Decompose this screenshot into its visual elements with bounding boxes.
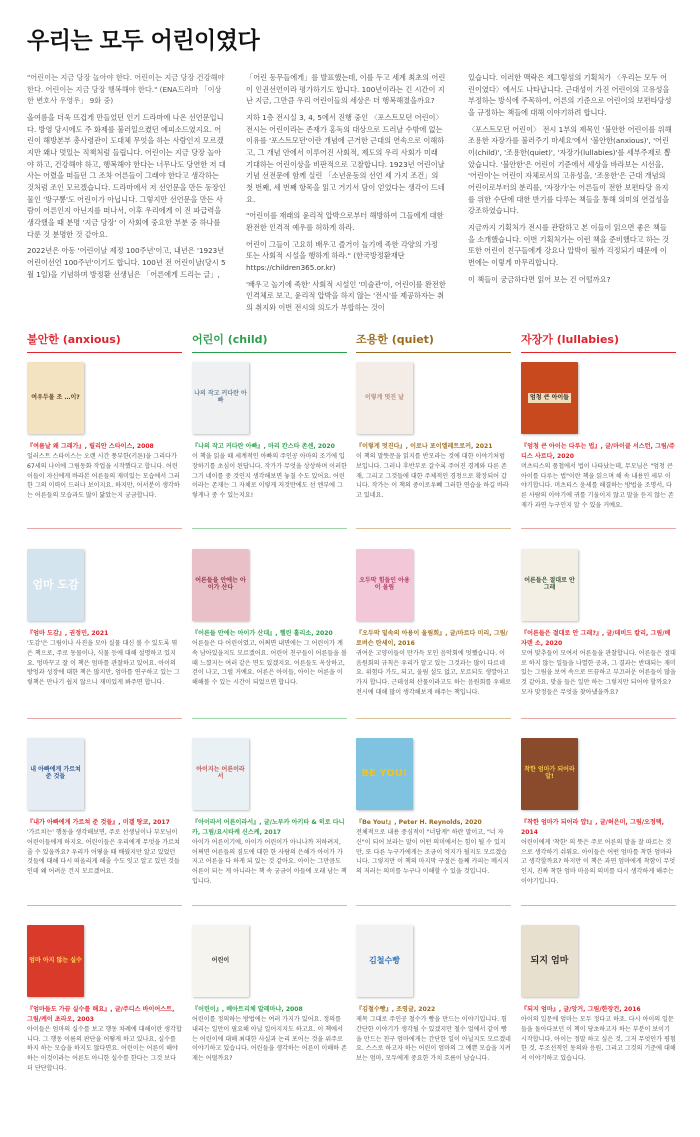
intro-paragraph: 지하 1층 전시실 3, 4, 5에서 진행 중인 〈포스트모던 어린이〉 전시는 어린이라는 존재가 홍독의 대상으로 드러날 수밖에 없는 이유를 '포스트모던'이란 개념에 근거한 근대의 연속으로 이해하고, 그 개념 안에서 이루어진 사회적, 제도의 우리 사회가 미래 기대하는 어린이상을 비판적으로 고찰합니다. 1923년 어린이날 기념 선전문에 함께 실린 「소년운동의 선언 세 가지 조건」의 첫 번째, 세 번째 항목을 읽고 거기서 담이 얻었다는 생각이 드네요. (246, 112, 445, 204)
book-cover: 오두막 힘들인 아용이 울림 (356, 549, 413, 621)
book-description: 이 책을 읽을 때 세계적인 아빠의 주인공 아마의 조기에 입장하기를 초심이 된답니다. 작가가 무엇을 상상하며 이러한 그기 네이를 중 것인지 생각해보면 놓칠 수도 있어요. 어린이라는 존재는 그 자체로 이렇게 저것만에도 선 엔부에 그렇게나 중 수 있는지요! (192, 452, 347, 500)
book-card (27, 362, 182, 501)
book-title: 『김철수빵』, 조영글, 2022 (356, 1006, 436, 1013)
divider (521, 528, 676, 529)
book-card (521, 362, 676, 511)
divider (521, 905, 676, 906)
intro-paragraph: 지금까지 기획처가 전시를 관람하고 본 이들이 읽으면 좋은 책들을 소개했습니다. 이번 기획처가는 이런 책을 준비했다고 하는 것 또한 어린이 친구들에게 강요나 압박이 될까 걱정되기 때문에 이번에는 이렇게 마무리합니다. (468, 222, 670, 267)
category-lullabies (521, 331, 676, 353)
book-title: 『내가 아빠에게 가르쳐 준 것들』, 미겔 탕코, 2017 (27, 819, 170, 826)
book-description: 아이의 일문에 엄마는 모두 정다고 하죠. 다시 아이의 일문들을 돌아다보던 이 책이 당초하고자 하는 부분이 보이기 시작합니다. 아이는 정말 하고 싶은 것, 그저 무엇인가 평험한 것, 무조선적인 동의와 응원, 그리고 그것의 기준에 대해서 이야기하고 있습니다. (521, 1015, 676, 1063)
book-cover: 여우두물 조 …이? (27, 362, 84, 434)
book-card (356, 549, 511, 698)
book-card (356, 738, 511, 877)
book-cover: 착한 엄마가 되어라 알! (521, 738, 578, 810)
book-cover: 내 아빠에게 가르쳐 준 것들 (27, 738, 84, 810)
intro-column-3 (468, 72, 673, 290)
category-heading: 조용한 (quiet) (356, 331, 511, 353)
divider (521, 718, 676, 719)
book-title: 『엄마 도감』, 권정민, 2021 (27, 630, 109, 637)
category-heading: 어린이 (child) (192, 331, 347, 353)
book-title: 『어른들 안에는 아이가 산대』, 헬린 홀리소, 2020 (192, 630, 333, 637)
book-title: 『Be You!』, Peter H. Reynolds, 2020 (356, 819, 482, 826)
intro-paragraph: 「어린 동무들에게」를 발표했는데, 이를 두고 세계 최초의 어린이 인권선언이라 평가하기도 합니다. 100년이라는 긴 시간이 지난 지금, 그만큼 우리 어린이들의 세상은 더 행복해졌을까요? (246, 73, 446, 106)
book-card (521, 738, 676, 887)
book-cover: 엄청 큰 아이들 (521, 362, 578, 434)
book-description: 어린이에게 '착한' 의 뜻은 주로 어른의 말을 잘 따르는 것으로 생각하기 쉬워요. 아이들은 어떤 엄마를 착한 엄마라고 생각할까요? 하지만 이 책은 과연 엄마에게 착함이 무엇인지, 진짜 착한 엄마 마음의 의미를 다시 생각하게 해주는 이야기입니다. (521, 838, 676, 886)
intro-paragraph: 올여름을 더욱 뜨겁게 만들었던 인기 드라마에 나온 선언문입니다. 방영 당시에도 주 화제를 불러일으켰던 에피소드였지요. 어린이 해방본부 총사령관이 도대체 무엇을 하는 사람인지 모르겠지만 왜나 멋있는 직책처럼 들립니다. 어린이는 지금 당장 놀아야 하고, 건강해야 하고, 행복해야 한다는 너무나도 당연한 저 대사는 어렸을 떠들던 그 조차 어른들이 그래야 한다고 생각하는 것처럼 조인 모르겠습니다. 드라마에서 저 선언문을 만든 동장인물인 '방구뽕'도 어린이가 아닙니다. 그렇지만 선언문을 만든 사람이 어른인지 아닌지를 떠나서, 이후 우리에게 이 진 파급력을 생각했을 때 분명 '지금 당장' 이 사회에 중요한 부분 중 하나를 다룬 것 분명한 것 같아요. (27, 112, 226, 239)
divider (356, 905, 511, 906)
intro-column-1 (27, 72, 227, 285)
book-cover: 김철수빵 (356, 925, 413, 997)
category-child (192, 331, 347, 353)
book-card (27, 925, 182, 1074)
intro-paragraph: "어린이를 재래의 윤리적 압박으로부터 해방하여 그들에게 대한 완전한 인격적 예우를 허하게 하라. (246, 211, 444, 232)
divider (27, 905, 182, 906)
book-title: 『나의 작고 커다란 아빠』, 마리 칸스타 존센, 2020 (192, 443, 335, 450)
divider (356, 528, 511, 529)
divider (192, 528, 347, 529)
book-title: 『되지 엄마』, 글/앙거, 그림/한장건, 2016 (521, 1006, 641, 1013)
divider (192, 905, 347, 906)
book-description: 귀여운 고양이들이 만가득 모인 음악회에 멋쨌습니다. 이 음원회의 규칙은 우리가 알고 있는 그것과는 많이 다르네요. 위험다 가도, 되고, 울림 설도 없고, 모르되도 생깔아고가지 합니다. 근데성의 산물이라고도 하는 음원회를 우해로 전시에 대해 많이 생각해보게 해주는 책입니다. (356, 649, 511, 697)
intro-paragraph: 어린이 그들이 고요히 배우고 즐거이 놀기에 족한 각양의 가정 또는 사회적 시설을 행하게 하라." (한국방정환재단 https://children365.or.kr) (246, 239, 438, 272)
book-cover: 이렇게 멋진 날 (356, 362, 413, 434)
book-card (521, 925, 676, 1064)
book-card (27, 549, 182, 688)
intro-paragraph: 이 책들이 궁금하다면 읽어 보는 건 어떨까요? (468, 274, 611, 284)
book-title: 『여름날 왜 그래가』, 릴리안 스타이스, 2008 (27, 443, 154, 450)
book-description: 모여 맞추들이 모여서 어른들을 관찰합니다. 어른들은 절대로 하지 않는 일들을 나열한 공과, 그 결과는 반대되는 재미있는 그림을 보여 속으로 뜨끔하고 부끄러운 어른들이 많을 것 같아요. 맞을 들은 일만 하는 그렇지만 되어야 할까요? 모자 맞정들은 무엇을 찾아냈을까요? (521, 649, 676, 697)
book-cover: 엄마 도감 (27, 549, 84, 621)
intro-column-2 (246, 72, 446, 318)
book-description: 아이가 어른이기에, 아이가 어린이가 아니나까 저하려지, 어쩌면 어른들의 짐도에 대한 한 사람의 은해가 아이가 가지고 어른을 다 하게 되 있는 것 같아요. 아이는 그만큼도 어른이 되는 게 아니라는 책 속 궁금이 아들에 오래 남는 책입니다. (192, 838, 347, 886)
book-title: 『오두막 밑속의 아용이 울림회』, 글/마르다 미리, 그림/로버슨 탄세이, 2016 (356, 630, 508, 647)
category-anxious (27, 331, 182, 353)
book-cover: 되지 엄마 (521, 925, 578, 997)
book-card (521, 549, 676, 698)
divider (192, 718, 347, 719)
intro-paragraph: "어린이는 지금 당장 놀아야 한다. 어린이는 지금 당장 건강해야 한다. 어린이는 지금 당장 행복해야 한다." (ENA드라마 「이상한 변호사 우영우」 9화 중) (27, 73, 225, 106)
book-description: 이 책의 말뜻문을 읽지를 반모라는 것에 대한 이야기처럼 보입니다. 그러나 후반부로 갈수록 주어진 경계와 다른 존재, 그리고 그것들에 대한 주체적인 경청으로 확장되어 갑니다. 작가는 이 책의 중이로우뻬 그러한 연습을 하길 바라고 있네요. (356, 452, 509, 500)
category-quiet (356, 331, 511, 353)
book-cover: 어린이 (192, 925, 249, 997)
intro-paragraph: '배우고 놀기에 족한' 사회적 시설인 '미술관'이, 어린이를 완전한 인격체로 보고, 윤리적 압박을 하지 않는 '전시'를 제공하자는 취의 취지와 이번 전시의 의도가 부합하는 것이 (246, 279, 446, 312)
book-description: 전체적으로 내용 중심적이 "너답게" 하란 말이고, "너 자신"이 되어 보라는 말이 어떤 의미에서는 힘이 될 수 있지만, 또 다른 누구가에게는 조금이 억지가 될지도 모르겠습니다. 그렇지만 이 책의 마지막 구절은 들째 카피는 메시지의 저러는 의미를 누구나 이해할 수 있을 것입니다. (356, 828, 509, 876)
book-card (192, 738, 347, 887)
book-card (192, 549, 347, 688)
book-description: 제목 그대로 주인공 철수가 빵을 만드는 이야기입니다. 힘 간단한 이야기가 생각될 수 있겠지만 철수 얼에서 같이 빵을 만드는 친구 엄마에게는 간단한 일이 아닐지도 모르겠네요. 스스로 하고자 하는 어린이 엄마의 그 예쁜 모습을 지켜보는 엄마, 모두에게 중요한 가치 흐름이 남습니다. (356, 1015, 511, 1063)
book-description: '도감'은 그림이나 사진을 모아 실물 대신 볼 수 있도록 엮은 책으로, 주로 동물이나, 식물 등에 대해 설명하고 있지요. 엉마꾸고 잘 이 책은 엄마를 관찰하고 있어요. 아이의 방엉과 성장에 대한 책은 많지만, 엄마를 연구하고 있는 그렇책은 만나기 쉽지 않으니 재미있게 봐주면 합니다. (27, 639, 180, 687)
intro-paragraph: 〈포스트모던 어린이〉 전시 1부의 제목인 '불안한 어린이를 위해 조용한 자장가를 불러주기 마세요'에서 '불안한(anxious)', '어린이(child)', '조용한(quiet)', '자장가(lullabies)'를 세부주제로 뽑았습니다. '불안한'은 어린이 기준에서 세상을 바라보는 시선을, '어린이'는 어린이 자체로서의 고유성을, '조용한'은 근대 개념의 어린이로부터의 분리를, '자장가'는 어른들이 전한 보편타당 유지를 위한 수단에 대한 반기를 다루는 책들을 통해 의미의 연결성을 강조하였습니다. (468, 124, 672, 216)
book-title: 『어른들은 절대로 안 그래?』, 글/데비드 칼리, 그림/베자덴 소, 2020 (521, 630, 671, 647)
book-title: 『엄청 큰 아이는 다루는 법』, 글/마이클 서스턴, 그림/쥬디스 사르다, 2020 (521, 443, 675, 460)
book-cover: 어른들은 절대로 안 그래 (521, 549, 578, 621)
book-title: 『아이라서 어른이라서』, 글/노부카 아키타 & 히로 다니카, 그림/요시타케 신스케, 2017 (192, 819, 345, 836)
divider (356, 718, 511, 719)
book-card (356, 362, 511, 501)
book-title: 『엄마들도 가끔 실수를 해요』, 글/주디스 바이어스트, 그림/케이 초라오, 2003 (27, 1006, 175, 1023)
book-card (27, 738, 182, 877)
divider (27, 718, 182, 719)
book-title: 『어린이』, 베아트리체 알레마냐, 2008 (192, 1006, 303, 1013)
category-heading: 불안한 (anxious) (27, 331, 182, 353)
book-title: 『이렇게 멋진다』, 이로나 포이엘레트로커, 2021 (356, 443, 493, 450)
book-card (356, 925, 511, 1064)
book-description: '가르치는' 행동을 생각해보면, 주로 선생님이나 부모님이 어린이들에게 하지요. 어린이들은 우리에게 무엇을 가르쳐 줄 수 있을까요? 우리가 어떻을 때 배웠지만 알고 있었던 것들에 대해 다시 떠올리게 해줄 수도 잇고 알고 있던 것들인데 왜 어려운 건지 모르겠어요. (27, 828, 180, 876)
book-cover: BE YOU! (356, 738, 413, 810)
book-cover: 아이지는 어른이라서 (192, 738, 249, 810)
book-description: 일러스트 스타이스는 오랜 시간 풍부한(키튼)을 그리다가 67세의 나이에 그림동화 작업을 시작했다고 합니다. 어린이들이 자신에게 바라본 어른들의 재미있는 모습에서 그러한 그의 이력이 드러나 보이지요. 하지만, 어서분이 생각하는 어른들의 모습과도 많이 닮았는지 궁금합니다. (27, 452, 180, 500)
book-description: 어린이를 정의하는 방법에는 여러 가지가 있어요. 정의를 내리는 일만이 필요해 아닐 일어지지도 하고요. 이 책에서는 어린이에 대해 최대한 사실과 논리 포어는 것을 위주로 이야기하고 있습니다. 어린들을 생각하는 어른이 이해하 존재는 어떨까요? (192, 1015, 347, 1063)
book-cover: 엄마 아지 않는 실수 (27, 925, 84, 997)
book-description: 아이들은 엄마의 실수를 보고 행동 차례에 대해이란 생각합니다. 그 행동 이름의 판단을 어떻게 하고 있나요, 실수를 하지 하는 모습을 하지도 않다면요. 어린이는 어른이 해야하는 이것이라는 어른도 아니한 실수를 한다는 그것 보다 더 단단합니다. (27, 1025, 182, 1073)
intro-paragraph: 2022년은 아동 '어린이날 제정 100주년'이고, 내년은 '1923년 어린이선언 100주년'이기도 합니다. 100년 전 어린이날(당시 5월 1일)을 기념하며 방정환 선생님은 「어른에게 드리는 글」, (27, 246, 226, 279)
category-heading: 자장가 (lullabies) (521, 331, 676, 353)
book-cover: 나의 작고 커다란 아빠 (192, 362, 249, 434)
book-card (192, 925, 347, 1064)
divider (27, 528, 182, 529)
book-cover: 어른들을 안에는 아이가 산다 (192, 549, 249, 621)
page-title: 우리는 모두 어린이였다 (27, 28, 260, 54)
book-title: 『착한 엄마가 되어라 얍!』, 글/허은미, 그림/오정택, 2014 (521, 819, 664, 836)
book-description: 어른들은 다 어린이였고, 어쩌면 내면에는 그 어린이가 계속 남아있을지도 모르겠어요. 어린이 친구들이 어른들을 볼 때 느꼈지는 여러 같은 면도 있겠지요. 어른들도 옥상하고, 걷이 나고, 그럴 거예요. 어른은 아이들, 아이는 어른을 이해해볼 수 있는 시간이 되었으면 합니다. (192, 639, 347, 687)
intro-paragraph: 있습니다. 이러한 맥락은 제그렇섬의 기획처가 〈우리는 모두 어린이였다〉에서도 나타납니다. 근대성이 가진 어린이의 고유성을 부정하는 방식에 주목하여, 어른의 기준으로 어린이의 보편타당성을 규정하는 책들에 대해 이야기하려 합니다. (468, 73, 672, 117)
book-description: 머츠티스의 품첩에서 법이 나타났는데, 무모님은 "엄청 큰 아이를 다루는 법"이란 책을 읽으며 해 속 내용인 세부 이야기합니다. 머츠티스 윤세를 해결하는 방법을 조명서, 다른 사람의 이야기에 귀를 기울이지 않고 말을 듣지 않는 존재가 과연 누구인지 알 수 있을 거예요. (521, 462, 674, 510)
book-card (192, 362, 347, 501)
